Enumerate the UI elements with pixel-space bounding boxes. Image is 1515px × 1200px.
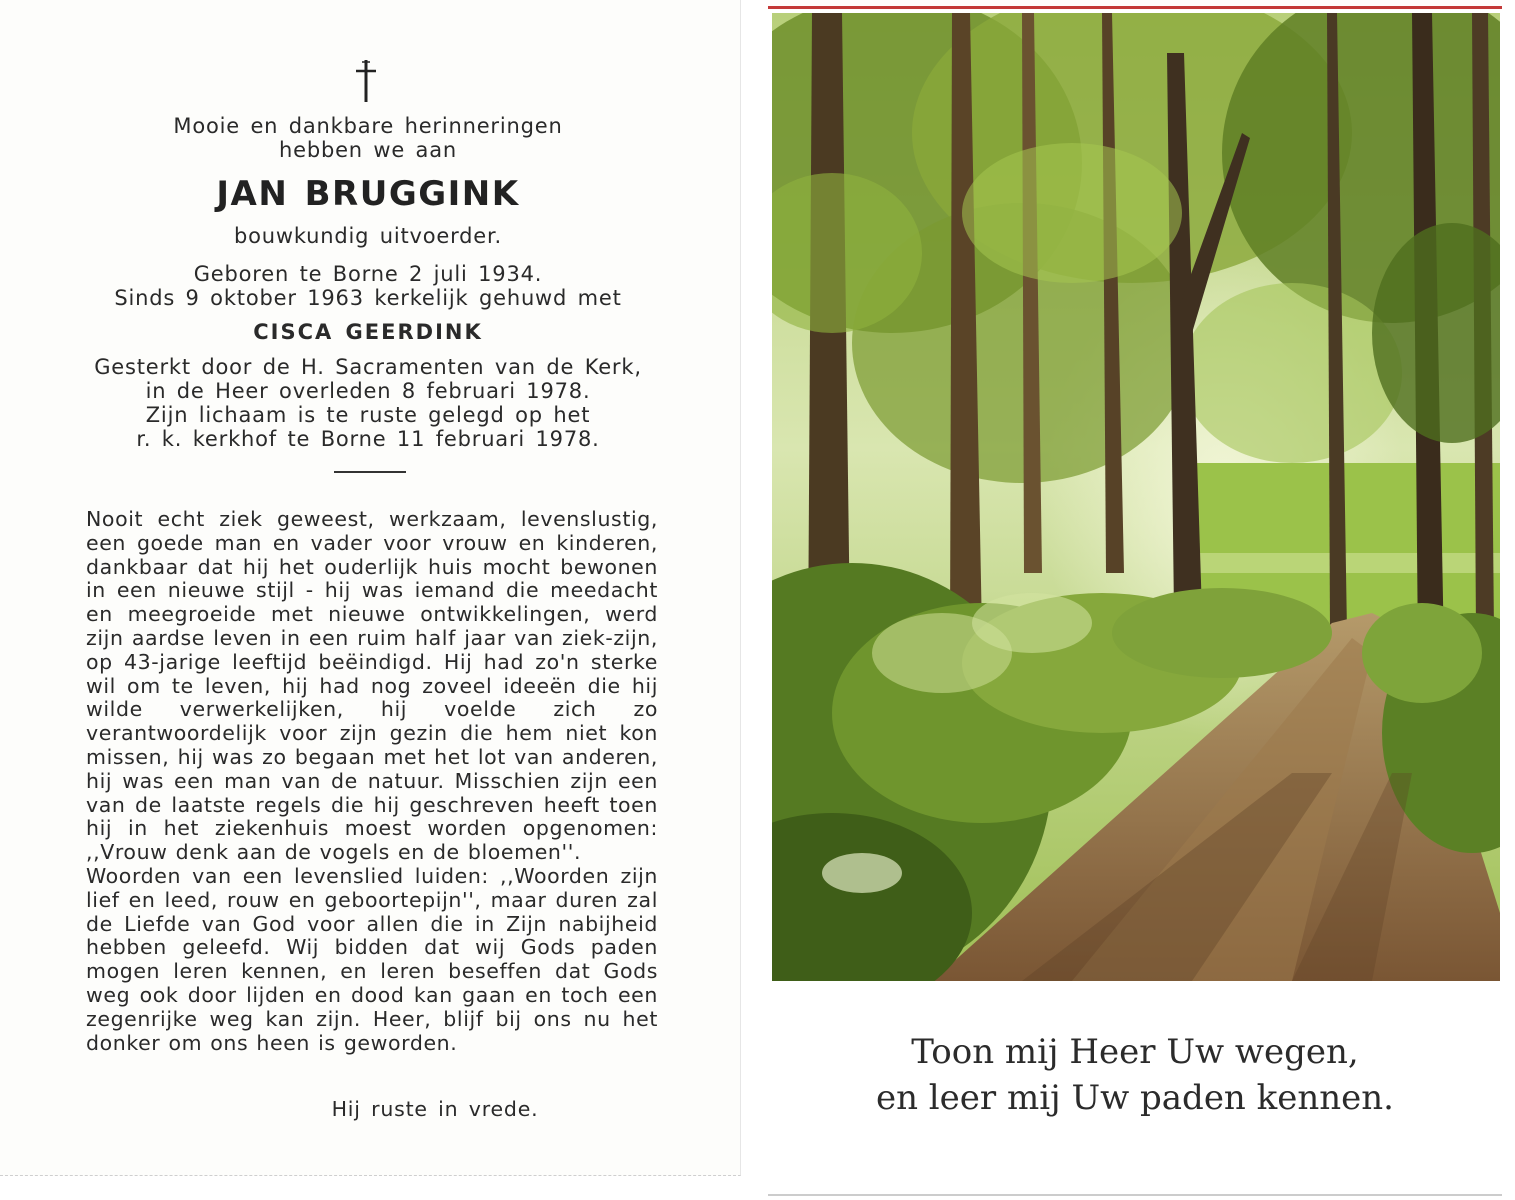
- born-line: Geboren te Borne 2 juli 1934.: [193, 262, 543, 286]
- cross-icon: [348, 58, 384, 104]
- life-dates: [60, 262, 676, 310]
- married-line: Sinds 9 oktober 1963 kerkelijk gehuwd met: [114, 286, 622, 310]
- verse-line-1: Toon mij Heer Uw wegen,: [911, 1032, 1359, 1072]
- spouse-name: CISCA GEERDINK: [253, 320, 483, 344]
- death-line: Gesterkt door de H. Sacramenten van de Kerk,: [94, 355, 642, 379]
- forest-path-photo: [772, 13, 1500, 981]
- divider: [334, 471, 406, 473]
- biography: [86, 508, 658, 1055]
- memorial-text-page: [0, 0, 741, 1176]
- closing-line: Hij ruste in vrede.: [331, 1097, 539, 1121]
- deceased-name: JAN BRUGGINK: [216, 174, 520, 214]
- intro-line-1: Mooie en dankbare herinneringen: [173, 114, 563, 138]
- death-line: Zijn lichaam is te ruste gelegd op het: [145, 403, 591, 427]
- bible-verse: [768, 1029, 1502, 1121]
- profession: bouwkundig uitvoerder.: [233, 224, 503, 248]
- memorial-picture-page: [768, 6, 1502, 1196]
- bio-paragraph-1: Nooit echt ziek geweest, werkzaam, levenslustig, een goede man en vader voor vrouw en kinderen, dankbaar dat hij het ouderlijk huis mocht bewonen in een nieuwe stijl - hij was iemand die meedacht en meegroeide met nieuwe ontwikkelingen, werd zijn aardse leven in een ruim half jaar van ziek-zijn, op 43-jarige leeftijd beëindigd. Hij had zo'n sterke wil om te leven, hij had nog zoveel ideeën die hij wilde verwerkelijken, hij voelde zich zo verantwoordelijk voor zijn gezin die hem niet kon missen, hij was zo begaan met het lot van anderen, hij was een man van de natuur. Misschien zijn een van de laatste regels die hij geschreven heeft toen hij in het ziekenhuis moest worden opgenomen: ,,Vrouw denk aan de vogels en de bloemen''.: [86, 507, 658, 865]
- intro-line-2: hebben we aan: [278, 138, 457, 162]
- verse-line-2: en leer mij Uw paden kennen.: [875, 1078, 1394, 1118]
- intro-text: [60, 114, 676, 162]
- death-line: r. k. kerkhof te Borne 11 februari 1978.: [136, 427, 600, 451]
- death-line: in de Heer overleden 8 februari 1978.: [145, 379, 591, 403]
- death-text: [60, 355, 676, 451]
- bio-paragraph-2: Woorden van een levenslied luiden: ,,Woorden zijn lief en leed, rouw en geboortepijn'', maar duren zal de Liefde van God voor allen die in Zijn nabijheid hebben geleefd. Wij bidden dat wij Gods paden mogen leren kennen, en leren beseffen dat Gods weg ook door lijden en dood kan gaan en toch een zegenrijke weg kan zijn. Heer, blijf bij ons nu het donker om ons heen is geworden.: [86, 863, 658, 1055]
